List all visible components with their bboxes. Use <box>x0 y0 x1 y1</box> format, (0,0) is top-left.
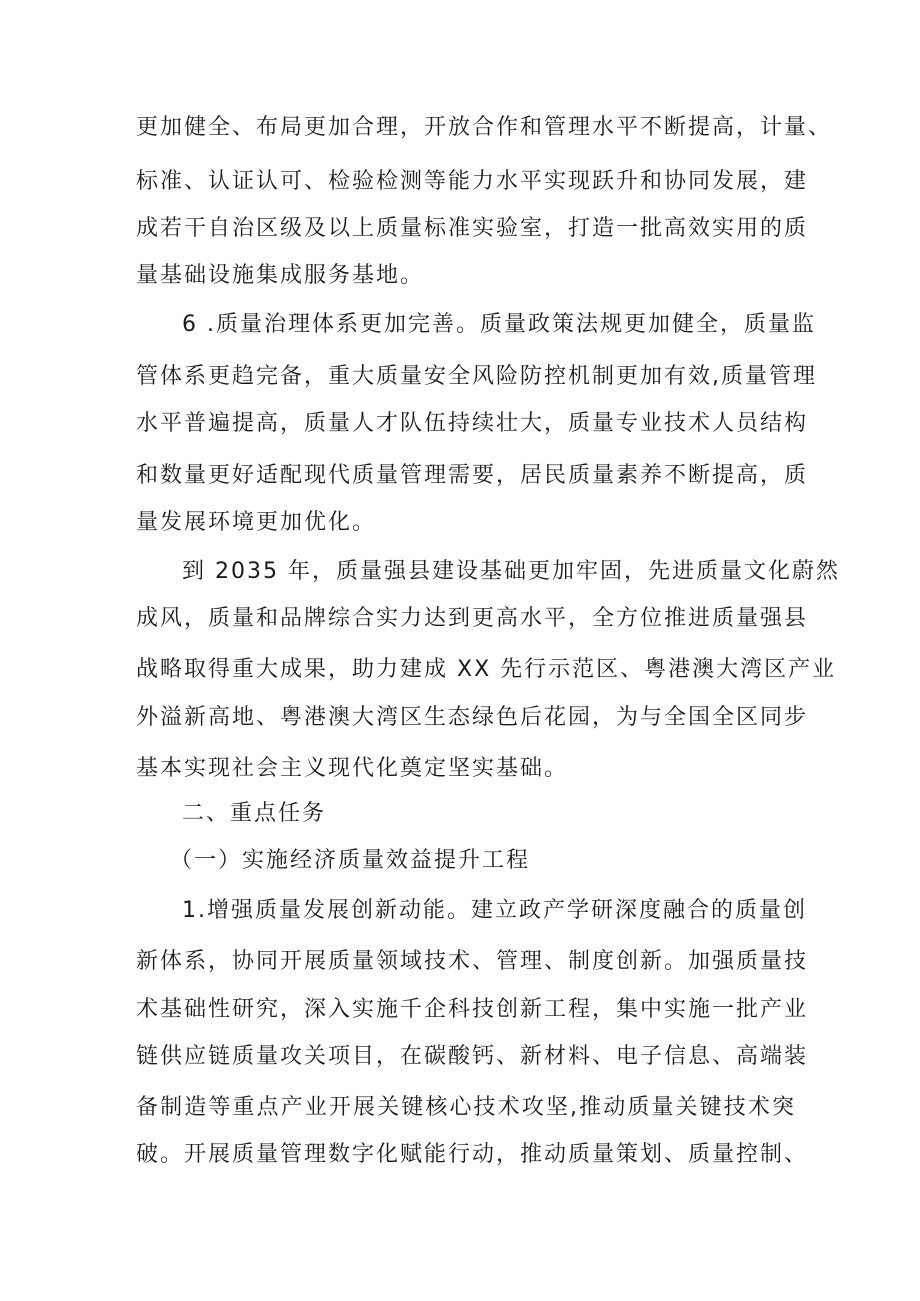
text-line: 标准、认证认可、检验检测等能力水平实现跃升和协同发展，建 <box>136 169 809 194</box>
section-heading: 二、重点任务 <box>182 801 327 826</box>
text-line: 管体系更趋完备，重大质量安全风险防控机制更加有效,质量管理 <box>136 364 817 389</box>
text-line: 备制造等重点产业开展关键核心技术攻坚,推动质量关键技术突 <box>136 1095 796 1120</box>
paragraph-start-line: 1.增强质量发展创新动能。建立政产学研深度融合的质量创 <box>182 898 807 923</box>
text-line: 和数量更好适配现代质量管理需要，居民质量素养不断提高，质 <box>136 463 809 488</box>
text-line: 成风，质量和品牌综合实力达到更高水平，全方位推进质量强县 <box>136 606 809 631</box>
text-line: 破。开展质量管理数字化赋能行动，推动质量策划、质量控制、 <box>136 1142 809 1167</box>
text-line: 新体系，协同开展质量领域技术、管理、制度创新。加强质量技 <box>136 949 809 974</box>
paragraph-start-line: 6 .质量治理体系更加完善。质量政策法规更加健全，质量监 <box>182 312 816 337</box>
text-line: 成若干自治区级及以上质量标准实验室，打造一批高效实用的质 <box>136 216 809 241</box>
text-line: 战略取得重大成果，助力建成 XX 先行示范区、粤港澳大湾区产业 <box>136 657 837 682</box>
text-line: 术基础性研究，深入实施千企科技创新工程，集中实施一批产业 <box>136 997 809 1022</box>
paragraph-start-line: 到 2035 年，质量强县建设基础更加牢固，先进质量文化蔚然 <box>182 559 840 584</box>
text-line: 链供应链质量攻关项目，在碳酸钙、新材料、电子信息、高端装 <box>136 1044 809 1069</box>
text-line: 更加健全、布局更加合理，开放合作和管理水平不断提高，计量、 <box>136 115 833 140</box>
text-line: 外溢新高地、粤港澳大湾区生态绿色后花园，为与全国全区同步 <box>136 705 809 730</box>
text-line: 水平普遍提高，质量人才队伍持续壮大，质量专业技术人员结构 <box>136 411 809 436</box>
subsection-heading: （一）实施经济质量效益提升工程 <box>170 848 531 873</box>
text-line: 量基础设施集成服务基地。 <box>136 263 425 288</box>
text-line: 量发展环境更加优化。 <box>136 510 377 535</box>
text-line: 基本实现社会主义现代化奠定坚实基础。 <box>136 756 569 781</box>
